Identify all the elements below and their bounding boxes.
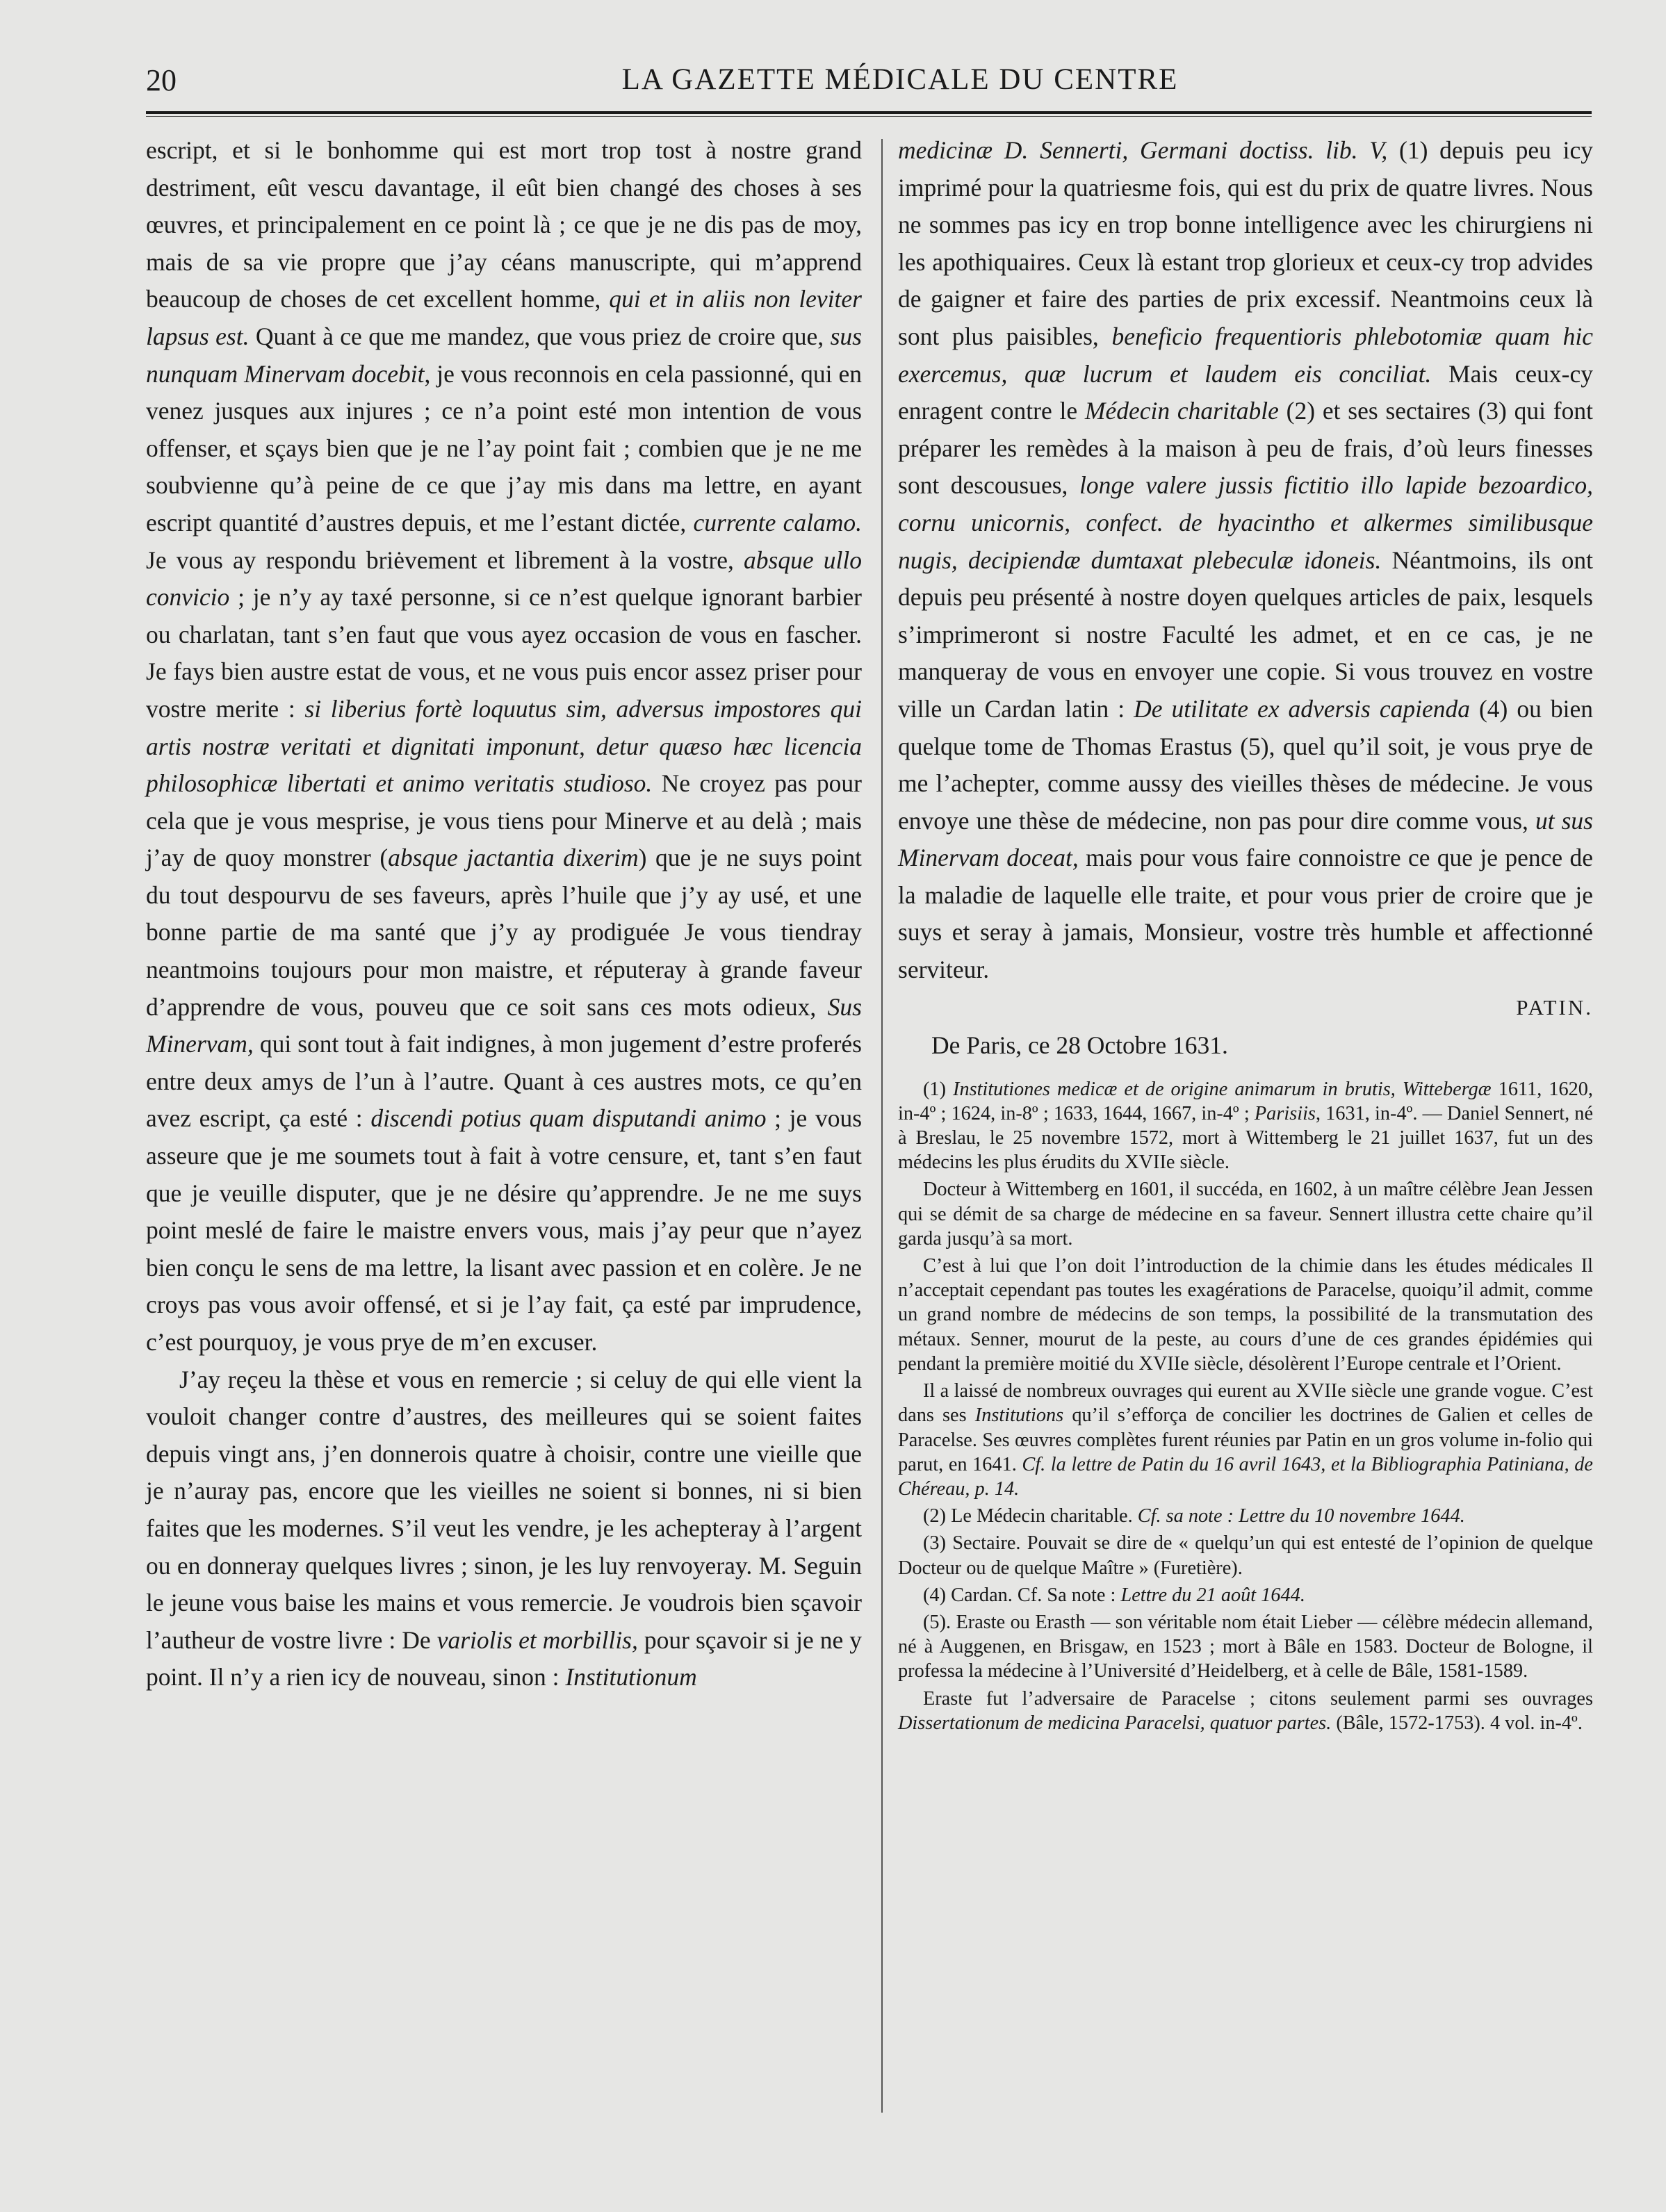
header-rule	[146, 111, 1592, 114]
footnotes	[898, 1077, 1593, 1735]
footnote: (5). Eraste ou Erasth — son véritable nom était Lieber — célèbre médecin allemand, né à Auggenen, en Brisgaw, en 1523 ; mort à Bâle en 1583. Docteur de Bologne, il professa la médecine à l’Université d’Heidelberg, et à celle de Bâle, 1581-1589.	[898, 1611, 1593, 1682]
journal-title: LA GAZETTE MÉDICALE DU CENTRE	[621, 63, 1179, 96]
footnote: C’est à lui que l’on doit l’introduction de la chimie dans les études médicales Il n’acceptait cependant pas toutes les exagérations de Paracelse, quoiqu’il admit, comme un grand nombre de médecins de son temps, la possibilité de la transmutation des métaux. Senner, mourut de la peste, au cours d’une de ces grandes épidémies qui pendant la première moitié du XVIIe siècle, désolèrent l’Europe centrale et l’Orient.	[898, 1255, 1593, 1375]
page-number: 20	[146, 63, 177, 97]
footnote: (2) Le Médecin charitable. Cf. sa note : Lettre du 10 novembre 1644.	[923, 1505, 1465, 1527]
footnote: (1) Institutiones medicæ et de origine animarum in brutis, Wittebergæ 1611, 1620, in-4º ; 1624, in-8º ; 1633, 1644, 1667, in-4º ; Parisiis, 1631, in-4º. — Daniel Sennert, né à Breslau, le 25 novembre 1572, mort à Wittemberg le 21 juillet 1637, fut un des médecins les plus érudits du XVIIe siècle.	[898, 1078, 1594, 1174]
footnote: Docteur à Wittemberg en 1601, il succéda, en 1602, à un maître célèbre Jean Jessen qui se démit de sa charge de médecine en sa faveur. Sennert illustra cette chaire qu’il garda jusqu’à sa mort.	[898, 1179, 1593, 1250]
footnote: (4) Cardan. Cf. Sa note : Lettre du 21 août 1644.	[923, 1584, 1305, 1606]
letter-paragraph: J’ay reçeu la thèse et vous en remercie ; si celuy de qui elle vient la vouloit changer contre d’austres, des meilleures qui se soient faites depuis vingt ans, j’en donnerois quatre à choisir, contre une vieille que je n’auray pas, encore que les vieilles ne soient si bonnes, ni si bien faites que les modernes. S’il veut les vendre, je les achepteray à l’argent ou en donneray quelques livres ; sinon, je les luy renvoyeray. M. Seguin le jeune vous baise les mains et vous remercie. Je voudrois bien sçavoir l’autheur de vostre livre : De variolis et morbillis, pour sçavoir si je ne y point. Il n’y a rien icy de nouveau, sinon : Institutionum	[146, 1365, 862, 1691]
left-column	[146, 132, 862, 1696]
column-divider	[881, 139, 883, 2113]
header-rule-thin	[146, 116, 1592, 117]
footnote: (3) Sectaire. Pouvait se dire de « quelqu’un qui est entesté de l’opinion de quelque Docteur ou de quelque Maître » (Furetière).	[898, 1532, 1593, 1579]
letter-paragraph: escript, et si le bonhomme qui est mort trop tost à nostre grand destriment, eût vescu davantage, il eût bien changé des choses à ses œuvres, et principalement en ce point là ; ce que je ne dis pas de moy, mais de sa vie propre que j’ay céans manuscripte, qui m’apprend beaucoup de choses de cet excellent homme, qui et in aliis non leviter lapsus est. Quant à ce que me mandez, que vous priez de croire que, sus nunquam Minervam docebit, je vous reconnois en cela passionné, qui en venez jusques aux injures ; ce n’a point esté mon intention de vous offenser, et sçays bien que je ne l’ay point fait ; combien que je ne me soubvienne qu’à peine de ce que j’ay mis dans ma lettre, en ayant escript quantité d’austres depuis, et me l’estant dictée, currente calamo. Je vous ay respondu briėvement et librement à la vostre, absque ullo convicio ; je n’y ay taxé personne, si ce n’est quelque ignorant barbier ou charlatan, tant s’en faut que vous ayez occasion de vous en fascher. Je fays bien austre estat de vous, et ne vous puis encor assez priser pour vostre merite : si liberius fortè loquutus sim, adversus impostores qui artis nostræ veritati et dignitati imponunt, detur quæso hæc licencia philosophicæ libertati et animo veritatis studioso. Ne croyez pas pour cela que je vous mesprise, je vous tiens pour Minerve et au delà ; mais j’ay de quoy monstrer (absque jactantia dixerim) que je ne suys point du tout despourvu de ses faveurs, après l’huile que j’y ay usé, et une bonne partie de ma santé que j’y ay prodiguée Je vous tiendray neantmoins toujours pour mon maistre, et réputeray à grande faveur d’apprendre de vous, pouveu que ce soit sans ces mots odieux, Sus Minervam, qui sont tout à fait indignes, à mon jugement d’estre proferés entre deux amys de l’un à l’autre. Quant à ces austres mots, ce qu’en avez escript, ça esté : discendi potius quam disputandi animo ; je vous asseure que je me soumets tout à fait à votre censure, et, tant s’en faut que je veuille disputer, que je ne désire qu’apprendre. Je ne me suys point meslé de faire le maistre envers vous, mais j’ay peur que n’ayez bien conçu le sens de ma lettre, la lisant avec passion et en colère. Je ne croys pas vous avoir offensé, et si je l’ay fait, ça esté par imprudence, c’est pourquoy, je vous prye de m’en excuser.	[146, 136, 863, 1356]
right-column	[898, 132, 1593, 1735]
running-header	[146, 54, 1592, 103]
footnote: Il a laissé de nombreux ouvrages qui eurent au XVIIe siècle une grande vogue. C’est dans ses Institutions qu’il s’efforça de concilier les doctrines de Galien et celles de Paracelse. Ses œuvres complètes furent réunies par Patin en un gros volume in-folio qui parut, en 1641. Cf. la lettre de Patin du 16 avril 1643, et la Bibliographia Patiniana, de Chéreau, p. 14.	[898, 1380, 1593, 1500]
letter-paragraph: medicinæ D. Sennerti, Germani doctiss. lib. V, (1) depuis peu icy imprimé pour la quatriesme fois, qui est du prix de quatre livres. Nous ne sommes pas icy en trop bonne intelligence avec les chirurgiens ni les apothiquaires. Ceux là estant trop glorieux et ceux-cy trop advides de gaigner et faire des parties de prix excessif. Neantmoins ceux là sont plus paisibles, beneficio frequentioris phlebotomiæ quam hic exercemus, quæ lucrum et laudem eis conciliat. Mais ceux-cy enragent contre le Médecin charitable (2) et ses sectaires (3) qui font préparer les remèdes à la maison à peu de frais, d’où leurs finesses sont descousues, longe valere jussis fictitio illo lapide bezoardico, cornu unicornis, confect. de hyacintho et alkermes similibusque nugis, decipiendæ dumtaxat plebeculæ idoneis. Néantmoins, ils ont depuis peu présenté à nostre doyen quelques articles de paix, lesquels s’imprimeront si nostre Faculté les admet, et en ce cas, je ne manqueray de vous en envoyer une copie. Si vous trouvez en vostre ville un Cardan latin : De utilitate ex adversis capienda (4) ou bien quelque tome de Thomas Erastus (5), quel qu’il soit, je vous prye de me l’achepter, comme aussy des vieilles thèses de médecine. Je vous envoye une thèse de médecine, non pas pour dire comme vous, ut sus Minervam doceat, mais pour vous faire connoistre ce que je pence de la maladie de laquelle elle traite, et pour vous prier de croire que je suys et seray à jamais, Monsieur, vostre très humble et affectionné serviteur.	[898, 136, 1594, 984]
dateline: De Paris, ce 28 Octobre 1631.	[931, 1031, 1228, 1059]
signature: PATIN.	[1516, 994, 1593, 1019]
footnote: Eraste fut l’adversaire de Paracelse ; citons seulement parmi ses ouvrages Dissertationum de medicina Paracelsi, quatuor partes. (Bâle, 1572-1753). 4 vol. in-4º.	[898, 1687, 1593, 1734]
